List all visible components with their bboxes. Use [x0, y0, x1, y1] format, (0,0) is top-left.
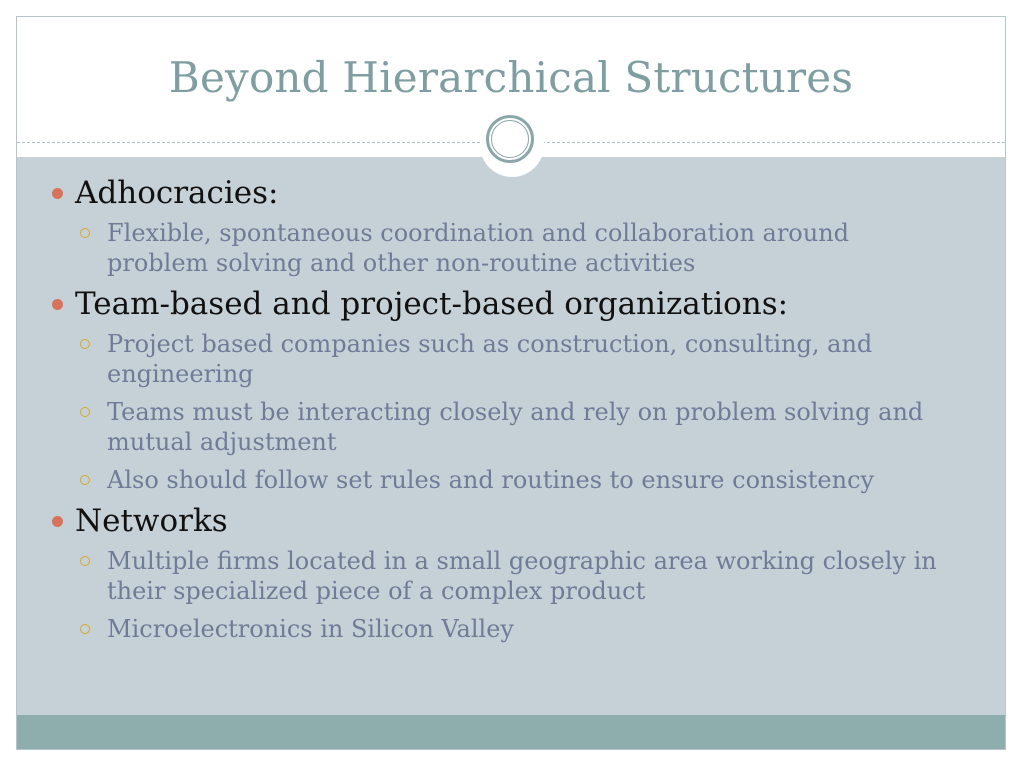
ring-ornament-inner-icon: [491, 120, 529, 158]
bullet-dot-icon: [52, 516, 63, 527]
bullet-text: Networks: [75, 503, 228, 539]
bullet-text: Adhocracies:: [75, 175, 279, 211]
sub-bullet-text: Flexible, spontaneous coordination and collaboration around problem solving and other non-routine activities: [107, 219, 850, 277]
bullet-item: [75, 286, 1005, 322]
sub-bullet-ring-icon: [80, 339, 90, 349]
slide: [16, 16, 1006, 750]
sub-bullet-item: [107, 546, 1005, 606]
sub-bullet-text: Multiple firms located in a small geographic area working closely in their specialized piece of a complex product: [107, 547, 937, 605]
sub-bullet-item: [107, 465, 1005, 495]
slide-title: Beyond Hierarchical Structures: [168, 53, 854, 102]
bullet-group-team-based: [17, 286, 1005, 495]
sub-bullet-ring-icon: [80, 475, 90, 485]
footer-band: [17, 715, 1005, 749]
sub-bullet-item: [107, 329, 1005, 389]
sub-bullet-text: Microelectronics in Silicon Valley: [107, 615, 514, 643]
sub-bullet-text: Teams must be interacting closely and rely on problem solving and mutual adjustment: [107, 398, 924, 456]
bullet-item: [75, 503, 1005, 539]
sub-bullet-item: [107, 218, 1005, 278]
sub-bullet-ring-icon: [80, 556, 90, 566]
sub-bullet-text: Also should follow set rules and routines to ensure consistency: [107, 466, 875, 494]
bullet-dot-icon: [52, 299, 63, 310]
sub-bullet-ring-icon: [80, 228, 90, 238]
sub-bullet-ring-icon: [80, 624, 90, 634]
sub-bullet-text: Project based companies such as construction, consulting, and engineering: [107, 330, 873, 388]
bullet-list: [17, 175, 1005, 652]
bullet-text: Team-based and project-based organizations:: [75, 286, 789, 322]
bullet-dot-icon: [52, 188, 63, 199]
bullet-item: [75, 175, 1005, 211]
sub-bullet-item: [107, 397, 1005, 457]
sub-bullet-ring-icon: [80, 407, 90, 417]
bullet-group-networks: [17, 503, 1005, 644]
bullet-group-adhocracies: [17, 175, 1005, 278]
sub-bullet-item: [107, 614, 1005, 644]
